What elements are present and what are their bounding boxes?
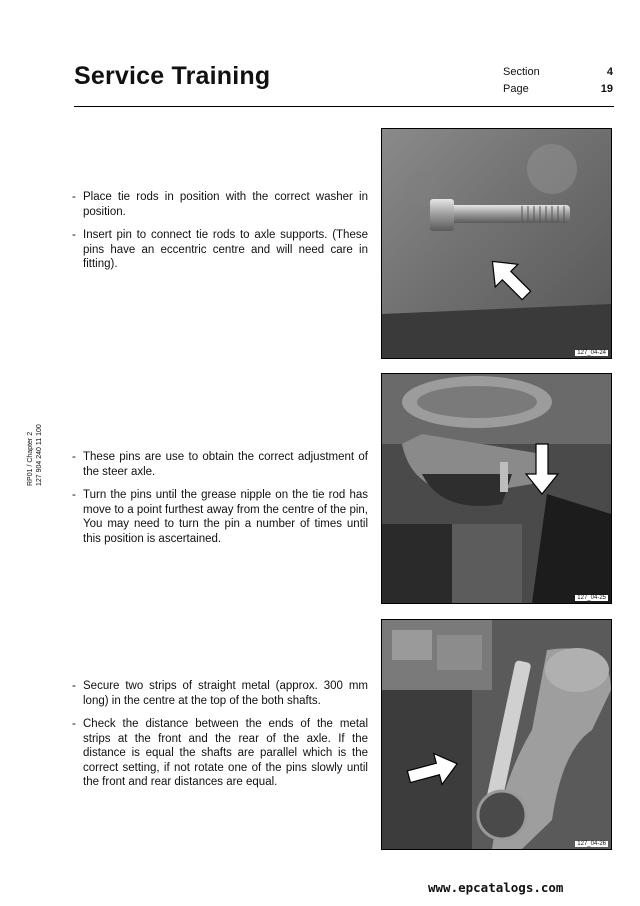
side-reference-line-2: 127 904 240 11 100	[36, 424, 43, 486]
section-number: 4	[606, 66, 613, 78]
photo-tie-rod-pin	[381, 128, 612, 359]
instruction-block-1	[72, 190, 368, 281]
instruction-block-3	[72, 679, 368, 799]
instruction-text: Insert pin to connect tie rods to axle supports. (These pins have an eccentric centre and will need care in fitting).	[83, 229, 368, 270]
bullet-dash: -	[72, 229, 76, 241]
photo-image	[382, 129, 611, 358]
instruction-item	[72, 679, 368, 708]
bullet-dash: -	[72, 489, 76, 501]
header-rule	[74, 106, 614, 107]
instruction-item	[72, 450, 368, 479]
instruction-item	[72, 190, 368, 219]
bullet-dash: -	[72, 451, 76, 463]
instruction-text: Place tie rods in position with the correct washer in position.	[83, 191, 368, 218]
instruction-text: Secure two strips of straight metal (approx. 300 mm long) in the centre at the top of the both shafts.	[83, 680, 368, 707]
photo-reference-code: 127_04-26	[577, 841, 606, 847]
photo-metal-strips	[381, 619, 612, 850]
bullet-dash: -	[72, 191, 76, 203]
page-title: Service Training	[74, 62, 271, 90]
photo-image	[382, 620, 611, 849]
photo-image	[382, 374, 611, 603]
side-reference	[26, 424, 44, 486]
instruction-item	[72, 488, 368, 546]
section-page-info	[503, 64, 613, 98]
section-label: Section	[503, 66, 540, 78]
photo-reference-code: 127_04-24	[577, 350, 606, 356]
footer-url[interactable]: www.epcatalogs.com	[428, 880, 564, 895]
instruction-item	[72, 717, 368, 790]
instruction-text: These pins are use to obtain the correct adjustment of the steer axle.	[83, 451, 368, 478]
instruction-item	[72, 228, 368, 272]
page-label: Page	[503, 83, 529, 95]
bullet-dash: -	[72, 718, 76, 730]
photo-steer-axle-pin	[381, 373, 612, 604]
instruction-block-2	[72, 450, 368, 555]
page-number: 19	[600, 83, 613, 95]
bullet-dash: -	[72, 680, 76, 692]
instruction-text: Check the distance between the ends of the metal strips at the front and the rear of the axle. If the distance is equal the shafts are parallel which is the correct setting, if not rotate one of the pins slowly until the front and rear distances are equal.	[83, 718, 368, 788]
photo-reference-code: 127_04-25	[577, 595, 606, 601]
side-reference-line-1: RP01 / Chapter 2	[27, 431, 34, 486]
instruction-text: Turn the pins until the grease nipple on the tie rod has move to a point furthest away from the centre of the pin, You may need to turn the pin a number of times until this position is ascertained.	[83, 489, 368, 545]
